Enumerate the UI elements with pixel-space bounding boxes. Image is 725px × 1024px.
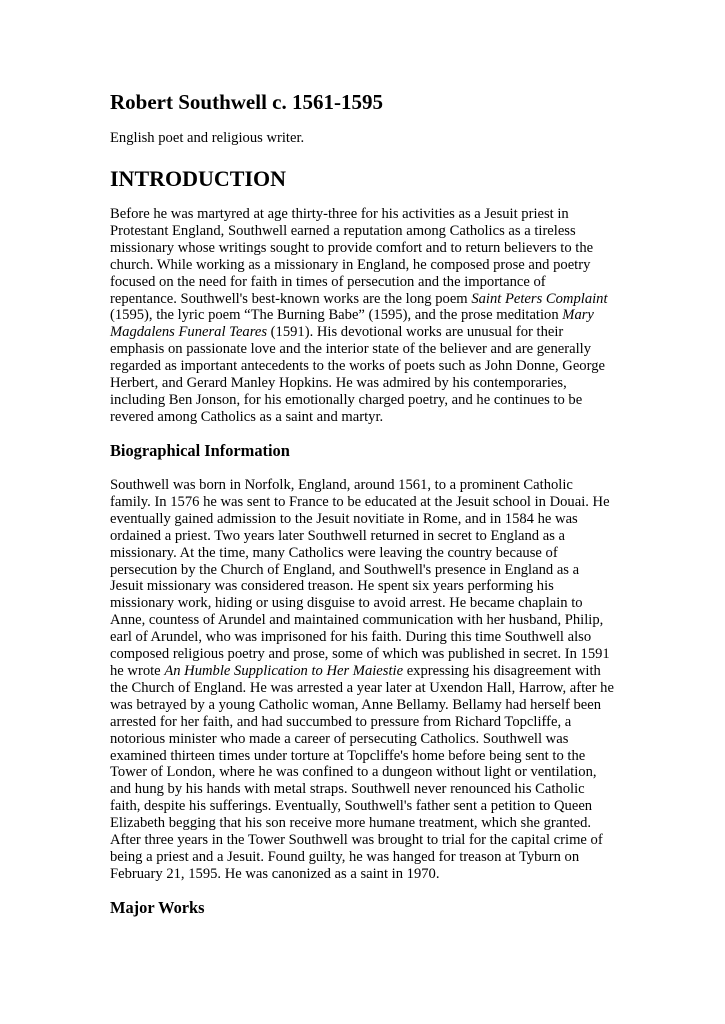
text-line: being a priest and a Jesuit. Found guilty, he was hanged for treason at Tyburn on <box>110 848 580 865</box>
text-line: church. While working as a missionary in England, he composed prose and poetry <box>110 256 591 273</box>
text-segment: expressing his disagreement with <box>403 662 601 679</box>
text-line: missionary. At the time, many Catholics were leaving the country because of <box>110 544 558 561</box>
work-title: An Humble Supplication to Her Maiestie <box>164 662 404 679</box>
text-line: February 21, 1595. He was canonized as a saint in 1970. <box>110 865 440 882</box>
text-line: including Ben Jonson, for his emotionally charged poetry, and he continues to be <box>110 391 583 408</box>
text-line: Anne, countess of Arundel and maintained communication with her husband, Philip, <box>110 612 604 629</box>
text-segment: repentance. Southwell's best-known works are the long poem <box>110 290 472 307</box>
work-title: Magdalens Funeral Teares <box>110 324 268 341</box>
biographical-paragraph <box>110 477 620 883</box>
document-subtitle: English poet and religious writer. <box>110 130 305 146</box>
text-line: family. In 1576 he was sent to France to be educated at the Jesuit school in Douai. He <box>110 493 610 510</box>
text-line: earl of Arundel, who was imprisoned for his faith. During this time Southwell also <box>110 629 592 646</box>
text-line <box>110 663 620 680</box>
text-line: eventually gained admission to the Jesuit novitiate in Rome, and in 1584 he was <box>110 510 578 527</box>
text-line: was betrayed by a young Catholic woman, Anne Bellamy. Bellamy had herself been <box>110 696 602 713</box>
introduction-paragraph <box>110 206 620 426</box>
text-line: Southwell was born in Norfolk, England, around 1561, to a prominent Catholic <box>110 477 573 493</box>
text-line: Before he was martyred at age thirty-three for his activities as a Jesuit priest in <box>110 206 569 222</box>
text-line <box>110 291 620 308</box>
text-line: ordained a priest. Two years later Southwell returned in secret to England as a <box>110 527 566 544</box>
text-line: faith, despite his sufferings. Eventually, Southwell's father sent a petition to Queen <box>110 798 593 815</box>
text-line: Herbert, and Gerard Manley Hopkins. He was admired by his contemporaries, <box>110 375 567 392</box>
text-line: Protestant England, Southwell earned a reputation among Catholics as a tireless <box>110 222 576 239</box>
text-line: Elizabeth begging that his son receive more humane treatment, which she granted. <box>110 815 592 832</box>
work-title: Mary <box>562 307 594 324</box>
text-segment: he wrote <box>110 662 165 679</box>
text-line: and hung by his hands with metal straps. Southwell never renounced his Catholic <box>110 781 585 798</box>
biographical-heading: Biographical Information <box>110 441 290 460</box>
text-line: examined thirteen times under torture at Topcliffe's home before being sent to the <box>110 747 586 764</box>
text-line: notorious minister who made a career of persecuting Catholics. Southwell was <box>110 730 569 747</box>
text-line <box>110 324 620 341</box>
text-line: After three years in the Tower Southwell was brought to trial for the capital crime of <box>110 832 603 849</box>
text-line: persecution by the Church of England, and Southwell's presence in England as a <box>110 561 580 578</box>
text-line <box>110 307 620 324</box>
text-segment: (1591). His devotional works are unusual for their <box>267 324 564 341</box>
text-segment: (1595), the lyric poem “The Burning Babe” (1595), and the prose meditation <box>110 307 563 324</box>
text-line: composed religious poetry and prose, some of which was published in secret. In 1591 <box>110 646 610 663</box>
document-title: Robert Southwell c. 1561-1595 <box>110 90 383 114</box>
text-line: arrested for her faith, and had succumbed to pressure from Richard Topcliffe, a <box>110 713 572 730</box>
text-line: revered among Catholics as a saint and martyr. <box>110 408 384 425</box>
text-line: the Church of England. He was arrested a year later at Uxendon Hall, Harrow, after he <box>110 679 614 696</box>
introduction-heading: INTRODUCTION <box>110 166 287 191</box>
text-line: focused on the need for faith in times of persecution and the importance of <box>110 273 546 290</box>
text-line: Tower of London, where he was confined to a dungeon without light or ventilation, <box>110 764 597 781</box>
text-line: Jesuit missionary was considered treason. He spent six years performing his <box>110 578 554 595</box>
work-title: Saint Peters Complaint <box>471 290 608 307</box>
major-works-heading: Major Works <box>110 898 205 917</box>
text-line: missionary whose writings sought to provide comfort and to return believers to the <box>110 239 594 256</box>
text-line: emphasis on passionate love and the interior state of the believer and are generally <box>110 341 592 358</box>
text-line: missionary work, hiding or using disguise to avoid arrest. He became chaplain to <box>110 595 583 612</box>
text-line: regarded as important antecedents to the works of poets such as John Donne, George <box>110 358 605 375</box>
